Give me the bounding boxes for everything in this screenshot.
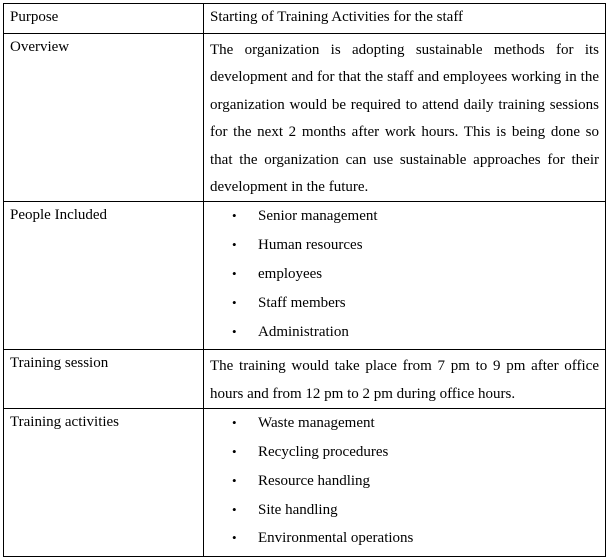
row-label-cell — [4, 34, 204, 202]
row-label: Training session — [10, 355, 109, 372]
bullet-icon: • — [232, 323, 237, 339]
row-content-cell — [204, 202, 606, 350]
table-row-training-session — [4, 350, 606, 409]
table-row-overview — [4, 34, 606, 202]
overview-text: The organization is adopting sustainable methods for its development and for that the staff and employees working in the organization would be required to attend daily training sessions for the next 2 months after work hours. This is being done so that the organization can use sustainable approaches for their development in the future. — [210, 42, 599, 196]
table-row-training-activities — [4, 409, 606, 557]
row-label-cell — [4, 350, 204, 409]
list-item: • Senior management — [232, 205, 599, 234]
row-label-cell — [4, 409, 204, 557]
list-item: • employees — [232, 263, 599, 292]
row-label: People Included — [10, 207, 108, 224]
table-row-people-included — [4, 202, 606, 350]
list-item: • Staff members — [232, 292, 599, 321]
list-item: • Resource handling — [232, 470, 599, 499]
bullet-icon: • — [232, 530, 237, 546]
row-label: Training activities — [10, 414, 120, 431]
training-plan-table — [3, 3, 606, 557]
list-item: • Recycling procedures — [232, 441, 599, 470]
purpose-text: Starting of Training Activities for the staff — [210, 9, 464, 25]
row-label: Overview — [10, 39, 70, 55]
row-content-cell — [204, 4, 606, 34]
bullet-icon: • — [232, 472, 237, 488]
list-item: • Waste management — [232, 412, 599, 441]
list-item: • Human resources — [232, 234, 599, 263]
activities-list — [210, 412, 599, 556]
bullet-icon: • — [232, 444, 237, 460]
people-list — [210, 205, 599, 349]
row-label-cell — [4, 202, 204, 350]
list-item: • Site handling — [232, 499, 599, 528]
training-session-text: The training would take place from 7 pm to 9 pm after office hours and from 12 pm to 2 pm during office hours. — [210, 358, 599, 402]
list-item: • Environmental operations — [232, 527, 599, 556]
list-item: • Administration — [232, 321, 599, 350]
row-content-cell — [204, 34, 606, 202]
row-content-cell — [204, 409, 606, 557]
row-content-cell — [204, 350, 606, 409]
table-row-purpose — [4, 4, 606, 34]
bullet-icon: • — [232, 237, 237, 253]
bullet-icon: • — [232, 208, 237, 224]
bullet-icon: • — [232, 415, 237, 431]
bullet-icon: • — [232, 266, 237, 282]
bullet-icon: • — [232, 501, 237, 517]
bullet-icon: • — [232, 294, 237, 310]
row-label-cell — [4, 4, 204, 34]
row-label: Purpose — [10, 9, 59, 25]
